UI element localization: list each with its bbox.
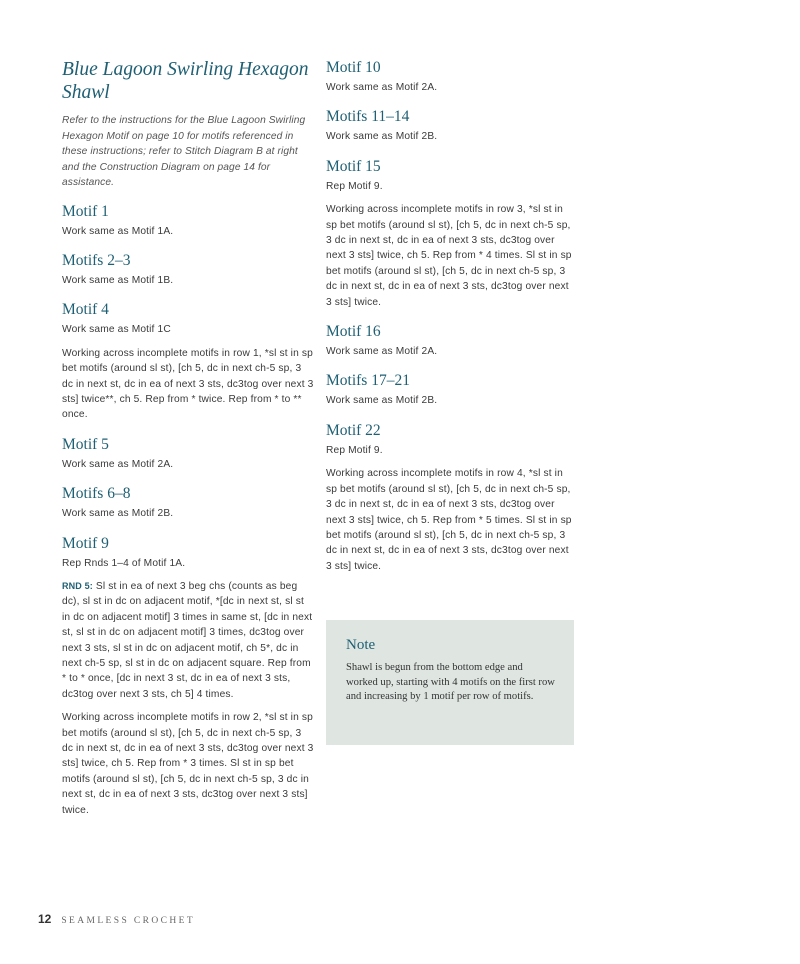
- section-text: Work same as Motif 2A.: [326, 82, 438, 93]
- section-heading: Motif 9: [62, 534, 109, 552]
- section-heading: Motif 16: [326, 323, 381, 341]
- section-heading: Motifs 2–3: [62, 251, 131, 269]
- section-motif-5: [62, 435, 314, 472]
- section-text: Work same as Motif 2B.: [62, 508, 174, 520]
- page-footer: [38, 912, 195, 926]
- section-text: Working across incomplete motifs in row 4, *sl st in sp bet motifs (around sl st), [ch 5, dc in next ch-5 sp, 3 dc in next st, dc in ea of next 3 sts, dc3tog over next 3 sts] twice, ch 5. Rep from * 5 times. Sl st in sp bet motifs (around sl st), [ch 5, dc in next ch-5 sp, 3 dc in next st, dc in ea of next 3 sts, dc3tog over next 3 sts] twice.: [326, 468, 572, 572]
- section-text: Work same as Motif 1C: [62, 324, 171, 336]
- section-motifs-17-21: [326, 371, 576, 408]
- section-text: Rep Motif 9.: [326, 444, 383, 456]
- page-number: 12: [38, 912, 52, 926]
- page-title: Blue Lagoon Swirling Hexagon Shawl: [62, 59, 309, 103]
- section-motif-15: [326, 157, 576, 310]
- round-5-instructions: [62, 579, 314, 702]
- section-motifs-11-14: [326, 107, 576, 144]
- section-heading: Motifs 11–14: [326, 108, 410, 126]
- section-motifs-2-3: [62, 251, 314, 288]
- section-motif-22: [326, 421, 576, 574]
- section-text: Work same as Motif 2A.: [326, 346, 438, 358]
- running-title: SEAMLESS CROCHET: [61, 916, 196, 926]
- left-column: [62, 58, 314, 830]
- round-text: Sl st in ea of next 3 beg chs (counts as beg dc), sl st in dc on adjacent motif, *[dc in next st, sl st in dc on adjacent motif] 3 times in same st, [dc in next st, sl st in dc on adjacent motif] 3 times, dc3tog over next 3 sts, sl st in dc on adjacent motif, ch 5*, dc in next ch-5 sp, sl st in dc on adjacent square. Rep from * to * once, [dc in next 3 st, dc in ea of next 3 sts, dc3tog over next 3 sts, ch 5] 4 times.: [62, 580, 313, 700]
- section-motif-9: [62, 534, 314, 819]
- section-text: Work same as Motif 1B.: [62, 274, 174, 286]
- section-text: Working across incomplete motifs in row 1, *sl st in sp bet motifs (around sl st), [ch 5, dc in next ch-5 sp, 3 dc in next st, dc in ea of next 3 sts, dc3tog over next 3 sts] twice**, ch 5. Rep from * twice. Rep from * to ** once.: [62, 347, 314, 421]
- section-text: Work same as Motif 2B.: [326, 131, 438, 143]
- section-heading: Motif 1: [62, 202, 109, 220]
- section-text: Work same as Motif 1A.: [62, 225, 174, 237]
- intro-text: Refer to the instructions for the Blue Lagoon Swirling Hexagon Motif on page 10 for motifs referenced in these instructions; refer to Stitch Diagram B at right and the Construction Diagram on page 14 for assistance.: [62, 115, 306, 188]
- section-heading: Motifs 17–21: [326, 372, 410, 390]
- section-heading: Motif 22: [326, 421, 381, 439]
- right-column: [326, 58, 576, 586]
- section-heading: Motifs 6–8: [62, 485, 131, 503]
- section-motif-4: [62, 300, 314, 422]
- section-text: Work same as Motif 2B.: [326, 395, 438, 407]
- section-heading: Motif 4: [62, 301, 109, 319]
- section-motif-16: [326, 322, 576, 359]
- section-motifs-6-8: [62, 484, 314, 521]
- note-title: Note: [346, 637, 376, 653]
- note-text: Shawl is begun from the bottom edge and worked up, starting with 4 motifs on the first row and increasing by 1 motif per row of motifs.: [346, 662, 555, 702]
- round-label: RND 5:: [62, 580, 93, 591]
- section-text: Working across incomplete motifs in row 2, *sl st in sp bet motifs (around sl st), [ch 5, dc in next ch-5 sp, 3 dc in next st, dc in ea of next 3 sts, dc3tog over next 3 sts] twice, ch 5. Rep from * 3 times. Sl st in sp bet motifs (around sl st), [ch 5, dc in next ch-5 sp, 3 dc in next st, dc in ea of next 3 sts, dc3tog over next 3 sts] twice.: [62, 712, 314, 816]
- section-heading: Motif 10: [326, 59, 381, 76]
- section-text: Working across incomplete motifs in row 3, *sl st in sp bet motifs (around sl st), [ch 5, dc in next ch-5 sp, 3 dc in next st, dc in ea of next 3 sts, dc3tog over next 3 sts] twice, ch 5. Rep from * 4 times. Sl st in sp bet motifs (around sl st), [ch 5, dc in next ch-5 sp, 3 dc in next st, dc in ea of next 3 sts, dc3tog over next 3 sts] twice.: [326, 204, 572, 308]
- section-motif-1: [62, 202, 314, 239]
- section-heading: Motif 15: [326, 157, 381, 175]
- section-text: Rep Motif 9.: [326, 180, 383, 192]
- section-motif-10: [326, 58, 576, 95]
- section-heading: Motif 5: [62, 435, 109, 453]
- note-box: [326, 620, 574, 745]
- section-text: Work same as Motif 2A.: [62, 458, 174, 470]
- section-text: Rep Rnds 1–4 of Motif 1A.: [62, 557, 186, 569]
